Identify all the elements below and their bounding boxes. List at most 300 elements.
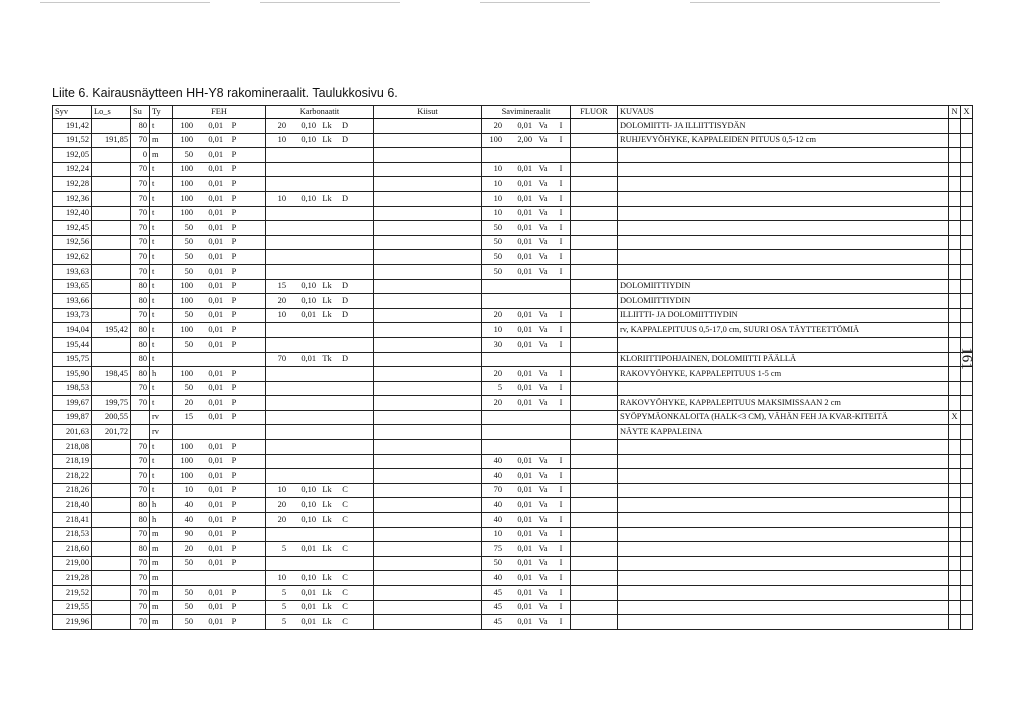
cell-karbonaatit <box>266 191 374 206</box>
cell-feh-c: P <box>231 456 237 466</box>
cell-karbonaatit <box>266 162 374 177</box>
cell-ty: m <box>150 542 173 557</box>
cell-su: 0 <box>131 148 150 163</box>
cell-fluor <box>571 294 618 309</box>
cell-su: 80 <box>131 542 150 557</box>
cell-kiisut <box>374 148 482 163</box>
cell-su: 70 <box>131 177 150 192</box>
cell-feh-a: 100 <box>180 295 193 305</box>
cell-feh-c: P <box>231 310 237 320</box>
cell-savimineraalit-b: 0,01 <box>517 558 532 568</box>
cell-feh-b: 0,01 <box>208 281 223 291</box>
cell-karbonaatit-c2: C <box>342 616 348 626</box>
cell-savimineraalit-b: 0,01 <box>517 237 532 247</box>
cell-feh-a: 100 <box>180 164 193 174</box>
cell-x <box>961 264 973 279</box>
cell-su: 70 <box>131 615 150 630</box>
cell-kuvaus <box>618 483 949 498</box>
cell-syv: 218,19 <box>53 454 92 469</box>
cell-syv: 193,73 <box>53 308 92 323</box>
cell-n <box>949 235 961 250</box>
cell-karbonaatit <box>266 498 374 513</box>
cell-kuvaus <box>618 586 949 601</box>
cell-savimineraalit-c2: I <box>559 164 563 174</box>
cell-savimineraalit-c: Va <box>538 500 548 510</box>
cell-karbonaatit-c: Lk <box>322 485 332 495</box>
cell-savimineraalit-c2: I <box>559 485 563 495</box>
header-savimineraalit: Savimineraalit <box>482 106 571 119</box>
cell-x <box>961 381 973 396</box>
cell-feh-b: 0,01 <box>208 441 223 451</box>
cell-feh-b: 0,01 <box>208 208 223 218</box>
cell-savimineraalit-c2: I <box>559 470 563 480</box>
cell-n <box>949 469 961 484</box>
cell-savimineraalit-b: 0,01 <box>517 339 532 349</box>
cell-savimineraalit-c: Va <box>538 485 548 495</box>
cell-feh-c: P <box>231 368 237 378</box>
cell-feh-a: 100 <box>180 456 193 466</box>
cell-savimineraalit-c2: I <box>559 368 563 378</box>
cell-fluor <box>571 337 618 352</box>
cell-savimineraalit-b: 0,01 <box>517 587 532 597</box>
cell-ty: h <box>150 367 173 382</box>
cell-feh <box>173 483 266 498</box>
scan-artifact-line <box>40 2 210 3</box>
cell-syv: 193,65 <box>53 279 92 294</box>
cell-x <box>961 600 973 615</box>
cell-feh-c: P <box>231 412 237 422</box>
cell-feh-a: 100 <box>180 193 193 203</box>
cell-su: 70 <box>131 162 150 177</box>
cell-savimineraalit-c2: I <box>559 514 563 524</box>
cell-feh <box>173 454 266 469</box>
cell-syv: 198,53 <box>53 381 92 396</box>
cell-kuvaus <box>618 235 949 250</box>
cell-feh-c: P <box>231 587 237 597</box>
cell-feh-a: 100 <box>180 324 193 334</box>
cell-ty: t <box>150 191 173 206</box>
cell-feh <box>173 527 266 542</box>
cell-feh-a: 50 <box>184 237 193 247</box>
cell-karbonaatit <box>266 600 374 615</box>
cell-karbonaatit <box>266 279 374 294</box>
cell-feh <box>173 615 266 630</box>
cell-feh-c: P <box>231 120 237 130</box>
cell-karbonaatit-a: 20 <box>277 514 286 524</box>
table-row <box>53 513 973 528</box>
cell-kiisut <box>374 615 482 630</box>
cell-feh <box>173 250 266 265</box>
cell-lo-s <box>92 454 131 469</box>
cell-feh-c: P <box>231 266 237 276</box>
cell-feh-b: 0,01 <box>208 120 223 130</box>
cell-karbonaatit-c: Lk <box>322 573 332 582</box>
cell-karbonaatit-c2: C <box>342 602 348 612</box>
cell-savimineraalit <box>482 308 571 323</box>
cell-syv: 192,56 <box>53 235 92 250</box>
cell-savimineraalit-a: 40 <box>493 456 502 466</box>
cell-savimineraalit-c: Va <box>538 178 548 188</box>
cell-n <box>949 556 961 571</box>
cell-n <box>949 250 961 265</box>
cell-feh-b: 0,01 <box>208 193 223 203</box>
cell-ty: m <box>150 600 173 615</box>
cell-feh-a: 50 <box>184 602 193 612</box>
cell-x <box>961 483 973 498</box>
cell-ty: t <box>150 264 173 279</box>
cell-feh-b: 0,01 <box>208 383 223 393</box>
cell-savimineraalit-c2: I <box>559 135 563 145</box>
cell-lo-s <box>92 250 131 265</box>
cell-savimineraalit-b: 0,01 <box>517 193 532 203</box>
cell-n <box>949 454 961 469</box>
cell-karbonaatit <box>266 513 374 528</box>
cell-karbonaatit <box>266 221 374 236</box>
cell-n <box>949 586 961 601</box>
cell-n <box>949 600 961 615</box>
cell-karbonaatit-a: 20 <box>277 295 286 305</box>
cell-savimineraalit-a: 5 <box>497 383 502 393</box>
cell-kiisut <box>374 279 482 294</box>
cell-savimineraalit-c: Va <box>538 164 548 174</box>
cell-savimineraalit <box>482 483 571 498</box>
cell-savimineraalit-c: Va <box>538 135 548 145</box>
cell-fluor <box>571 410 618 425</box>
table-row <box>53 542 973 557</box>
cell-ty: t <box>150 440 173 455</box>
page-title: Liite 6. Kairausnäytteen HH-Y8 rakomineraalit. Taulukkosivu 6. <box>52 86 398 100</box>
cell-feh <box>173 279 266 294</box>
cell-fluor <box>571 235 618 250</box>
cell-karbonaatit-b: 0,10 <box>301 120 316 130</box>
cell-x <box>961 454 973 469</box>
cell-feh <box>173 148 266 163</box>
cell-lo-s: 191,85 <box>92 133 131 148</box>
cell-savimineraalit-c: Va <box>538 310 548 320</box>
cell-feh <box>173 571 266 586</box>
cell-feh-c: P <box>231 149 237 159</box>
cell-savimineraalit-b: 0,01 <box>517 251 532 261</box>
cell-kiisut <box>374 133 482 148</box>
cell-kuvaus <box>618 527 949 542</box>
cell-feh-c: P <box>231 543 237 553</box>
cell-x <box>961 571 973 586</box>
cell-kuvaus <box>618 191 949 206</box>
cell-feh-a: 50 <box>184 149 193 159</box>
cell-kiisut <box>374 454 482 469</box>
cell-syv: 199,87 <box>53 410 92 425</box>
cell-su: 70 <box>131 250 150 265</box>
cell-kiisut <box>374 556 482 571</box>
cell-n <box>949 264 961 279</box>
scan-artifact-line <box>260 2 400 3</box>
cell-su: 70 <box>131 586 150 601</box>
cell-feh-c: P <box>231 222 237 232</box>
cell-syv: 192,24 <box>53 162 92 177</box>
table-row <box>53 483 973 498</box>
cell-fluor <box>571 454 618 469</box>
header-ty: Ty <box>150 106 173 119</box>
cell-feh-c: P <box>231 383 237 393</box>
cell-karbonaatit <box>266 337 374 352</box>
table-row <box>53 586 973 601</box>
cell-savimineraalit <box>482 542 571 557</box>
cell-savimineraalit-a: 10 <box>493 208 502 218</box>
cell-savimineraalit-c2: I <box>559 587 563 597</box>
cell-lo-s <box>92 440 131 455</box>
cell-karbonaatit-c: Lk <box>322 500 332 510</box>
cell-x <box>961 396 973 411</box>
cell-savimineraalit-b: 0,01 <box>517 324 532 334</box>
cell-savimineraalit-a: 20 <box>493 368 502 378</box>
cell-savimineraalit-a: 40 <box>493 514 502 524</box>
cell-ty: rv <box>150 425 173 440</box>
cell-fluor <box>571 279 618 294</box>
cell-feh-b: 0,01 <box>208 558 223 568</box>
table-row <box>53 367 973 382</box>
cell-savimineraalit <box>482 469 571 484</box>
cell-ty: m <box>150 148 173 163</box>
cell-ty: m <box>150 133 173 148</box>
cell-feh-b: 0,01 <box>208 368 223 378</box>
cell-ty: m <box>150 586 173 601</box>
cell-syv: 219,96 <box>53 615 92 630</box>
cell-lo-s <box>92 294 131 309</box>
cell-kuvaus <box>618 440 949 455</box>
cell-lo-s: 198,45 <box>92 367 131 382</box>
cell-syv: 192,36 <box>53 191 92 206</box>
cell-karbonaatit-b: 0,01 <box>301 616 316 626</box>
cell-n <box>949 162 961 177</box>
table-row <box>53 323 973 338</box>
cell-ty: t <box>150 162 173 177</box>
mineral-table <box>52 105 973 630</box>
cell-kiisut <box>374 600 482 615</box>
table-row <box>53 162 973 177</box>
cell-kiisut <box>374 469 482 484</box>
cell-su: 70 <box>131 483 150 498</box>
cell-savimineraalit-a: 45 <box>493 602 502 612</box>
cell-karbonaatit <box>266 323 374 338</box>
cell-karbonaatit-c2: D <box>341 295 349 305</box>
cell-feh <box>173 294 266 309</box>
cell-savimineraalit-b: 0,01 <box>517 222 532 232</box>
cell-karbonaatit-c: Tk <box>322 354 332 364</box>
cell-karbonaatit-c: Lk <box>322 543 332 553</box>
cell-savimineraalit-a: 20 <box>493 310 502 320</box>
cell-savimineraalit-a: 20 <box>493 120 502 130</box>
cell-n <box>949 323 961 338</box>
cell-karbonaatit-c2: D <box>341 193 349 203</box>
cell-syv: 219,52 <box>53 586 92 601</box>
cell-karbonaatit-c: Lk <box>322 120 332 130</box>
cell-lo-s <box>92 571 131 586</box>
cell-fluor <box>571 440 618 455</box>
cell-savimineraalit <box>482 294 571 309</box>
cell-karbonaatit-a: 15 <box>277 281 286 291</box>
cell-kiisut <box>374 381 482 396</box>
cell-feh <box>173 600 266 615</box>
cell-feh <box>173 542 266 557</box>
cell-feh-b: 0,01 <box>208 222 223 232</box>
cell-fluor <box>571 206 618 221</box>
cell-lo-s: 195,42 <box>92 323 131 338</box>
cell-x <box>961 615 973 630</box>
scan-artifact-line <box>690 2 940 3</box>
cell-karbonaatit <box>266 483 374 498</box>
header-su: Su <box>131 106 150 119</box>
cell-feh-a: 20 <box>184 543 193 553</box>
cell-su: 80 <box>131 337 150 352</box>
cell-n <box>949 513 961 528</box>
cell-feh-c: P <box>231 470 237 480</box>
table-row <box>53 294 973 309</box>
cell-savimineraalit-b: 0,01 <box>517 310 532 320</box>
cell-n <box>949 221 961 236</box>
cell-feh-b: 0,01 <box>208 295 223 305</box>
cell-kuvaus <box>618 221 949 236</box>
cell-savimineraalit-b: 0,01 <box>517 456 532 466</box>
cell-feh <box>173 381 266 396</box>
cell-fluor <box>571 600 618 615</box>
cell-savimineraalit-a: 10 <box>493 324 502 334</box>
cell-feh-b: 0,01 <box>208 164 223 174</box>
cell-lo-s <box>92 527 131 542</box>
cell-karbonaatit-b: 0,10 <box>301 295 316 305</box>
cell-feh-c: P <box>231 193 237 203</box>
cell-su: 70 <box>131 206 150 221</box>
cell-lo-s: 199,75 <box>92 396 131 411</box>
cell-savimineraalit-c: Va <box>538 587 548 597</box>
cell-kuvaus: RAKOVYÖHYKE, KAPPALEPITUUS 1-5 cm <box>618 367 949 382</box>
cell-ty: m <box>150 527 173 542</box>
cell-savimineraalit-a: 10 <box>493 529 502 539</box>
cell-feh-a: 50 <box>184 587 193 597</box>
cell-lo-s: 201,72 <box>92 425 131 440</box>
cell-fluor <box>571 191 618 206</box>
cell-savimineraalit <box>482 571 571 586</box>
cell-karbonaatit-c2: C <box>342 500 348 510</box>
cell-savimineraalit-a: 40 <box>493 470 502 480</box>
cell-savimineraalit-a: 50 <box>493 251 502 261</box>
header-lo-s: Lo_s <box>92 106 131 119</box>
cell-kiisut <box>374 571 482 586</box>
cell-savimineraalit-c: Va <box>538 324 548 334</box>
cell-savimineraalit-a: 40 <box>493 573 502 582</box>
cell-x <box>961 279 973 294</box>
cell-karbonaatit-c: Lk <box>322 295 332 305</box>
cell-feh-a: 90 <box>184 529 193 539</box>
cell-x <box>961 440 973 455</box>
cell-feh-a: 20 <box>184 397 193 407</box>
cell-kiisut <box>374 440 482 455</box>
cell-ty: rv <box>150 410 173 425</box>
cell-syv: 218,53 <box>53 527 92 542</box>
table-row <box>53 600 973 615</box>
table-row <box>53 556 973 571</box>
cell-savimineraalit-c: Va <box>538 543 548 553</box>
cell-karbonaatit-a: 20 <box>277 500 286 510</box>
page-number: 161 <box>958 347 975 370</box>
cell-syv: 201,63 <box>53 425 92 440</box>
table-row <box>53 469 973 484</box>
cell-savimineraalit <box>482 556 571 571</box>
cell-karbonaatit <box>266 352 374 367</box>
cell-savimineraalit-c: Va <box>538 208 548 218</box>
cell-feh <box>173 119 266 134</box>
cell-karbonaatit-b: 0,10 <box>301 281 316 291</box>
cell-kuvaus <box>618 498 949 513</box>
table-row <box>53 498 973 513</box>
cell-feh-b: 0,01 <box>208 251 223 261</box>
cell-feh-a: 15 <box>184 412 193 422</box>
cell-savimineraalit-b: 0,01 <box>517 529 532 539</box>
cell-feh-c: P <box>231 324 237 334</box>
cell-feh-a: 100 <box>180 281 193 291</box>
cell-karbonaatit-b: 0,10 <box>301 573 316 582</box>
cell-syv: 218,08 <box>53 440 92 455</box>
cell-feh-a: 50 <box>184 251 193 261</box>
cell-savimineraalit-c: Va <box>538 514 548 524</box>
cell-fluor <box>571 352 618 367</box>
cell-su: 70 <box>131 454 150 469</box>
cell-savimineraalit-b: 0,01 <box>517 383 532 393</box>
cell-kuvaus <box>618 177 949 192</box>
cell-su: 70 <box>131 556 150 571</box>
cell-kuvaus: KLORIITTIPOHJAINEN, DOLOMIITTI PÄÄLLÄ <box>618 352 949 367</box>
cell-karbonaatit-b: 0,01 <box>301 587 316 597</box>
cell-x <box>961 250 973 265</box>
cell-ty: t <box>150 483 173 498</box>
cell-kiisut <box>374 352 482 367</box>
cell-fluor <box>571 542 618 557</box>
cell-karbonaatit-c2: D <box>341 120 349 130</box>
cell-fluor <box>571 483 618 498</box>
cell-savimineraalit-a: 70 <box>493 485 502 495</box>
cell-fluor <box>571 498 618 513</box>
cell-savimineraalit-c2: I <box>559 266 563 276</box>
cell-savimineraalit-c: Va <box>538 222 548 232</box>
table-row <box>53 250 973 265</box>
cell-n: X <box>949 410 961 425</box>
cell-savimineraalit <box>482 527 571 542</box>
cell-x <box>961 177 973 192</box>
cell-lo-s <box>92 279 131 294</box>
cell-lo-s <box>92 600 131 615</box>
cell-kiisut <box>374 498 482 513</box>
cell-savimineraalit-a: 40 <box>493 500 502 510</box>
cell-karbonaatit-c2: D <box>341 281 349 291</box>
cell-savimineraalit-c2: I <box>559 178 563 188</box>
cell-su: 80 <box>131 498 150 513</box>
table-row <box>53 410 973 425</box>
cell-kuvaus: NÄYTE KAPPALEINA <box>618 425 949 440</box>
cell-karbonaatit <box>266 148 374 163</box>
cell-ty: t <box>150 250 173 265</box>
cell-feh-a: 50 <box>184 222 193 232</box>
cell-savimineraalit-a: 50 <box>493 266 502 276</box>
table-row <box>53 571 973 586</box>
cell-savimineraalit-a: 45 <box>493 616 502 626</box>
cell-feh <box>173 133 266 148</box>
cell-karbonaatit-c2: C <box>342 543 348 553</box>
cell-lo-s <box>92 308 131 323</box>
cell-karbonaatit-a: 5 <box>281 587 286 597</box>
cell-savimineraalit-c2: I <box>559 208 563 218</box>
cell-syv: 195,75 <box>53 352 92 367</box>
cell-fluor <box>571 177 618 192</box>
table-row <box>53 191 973 206</box>
